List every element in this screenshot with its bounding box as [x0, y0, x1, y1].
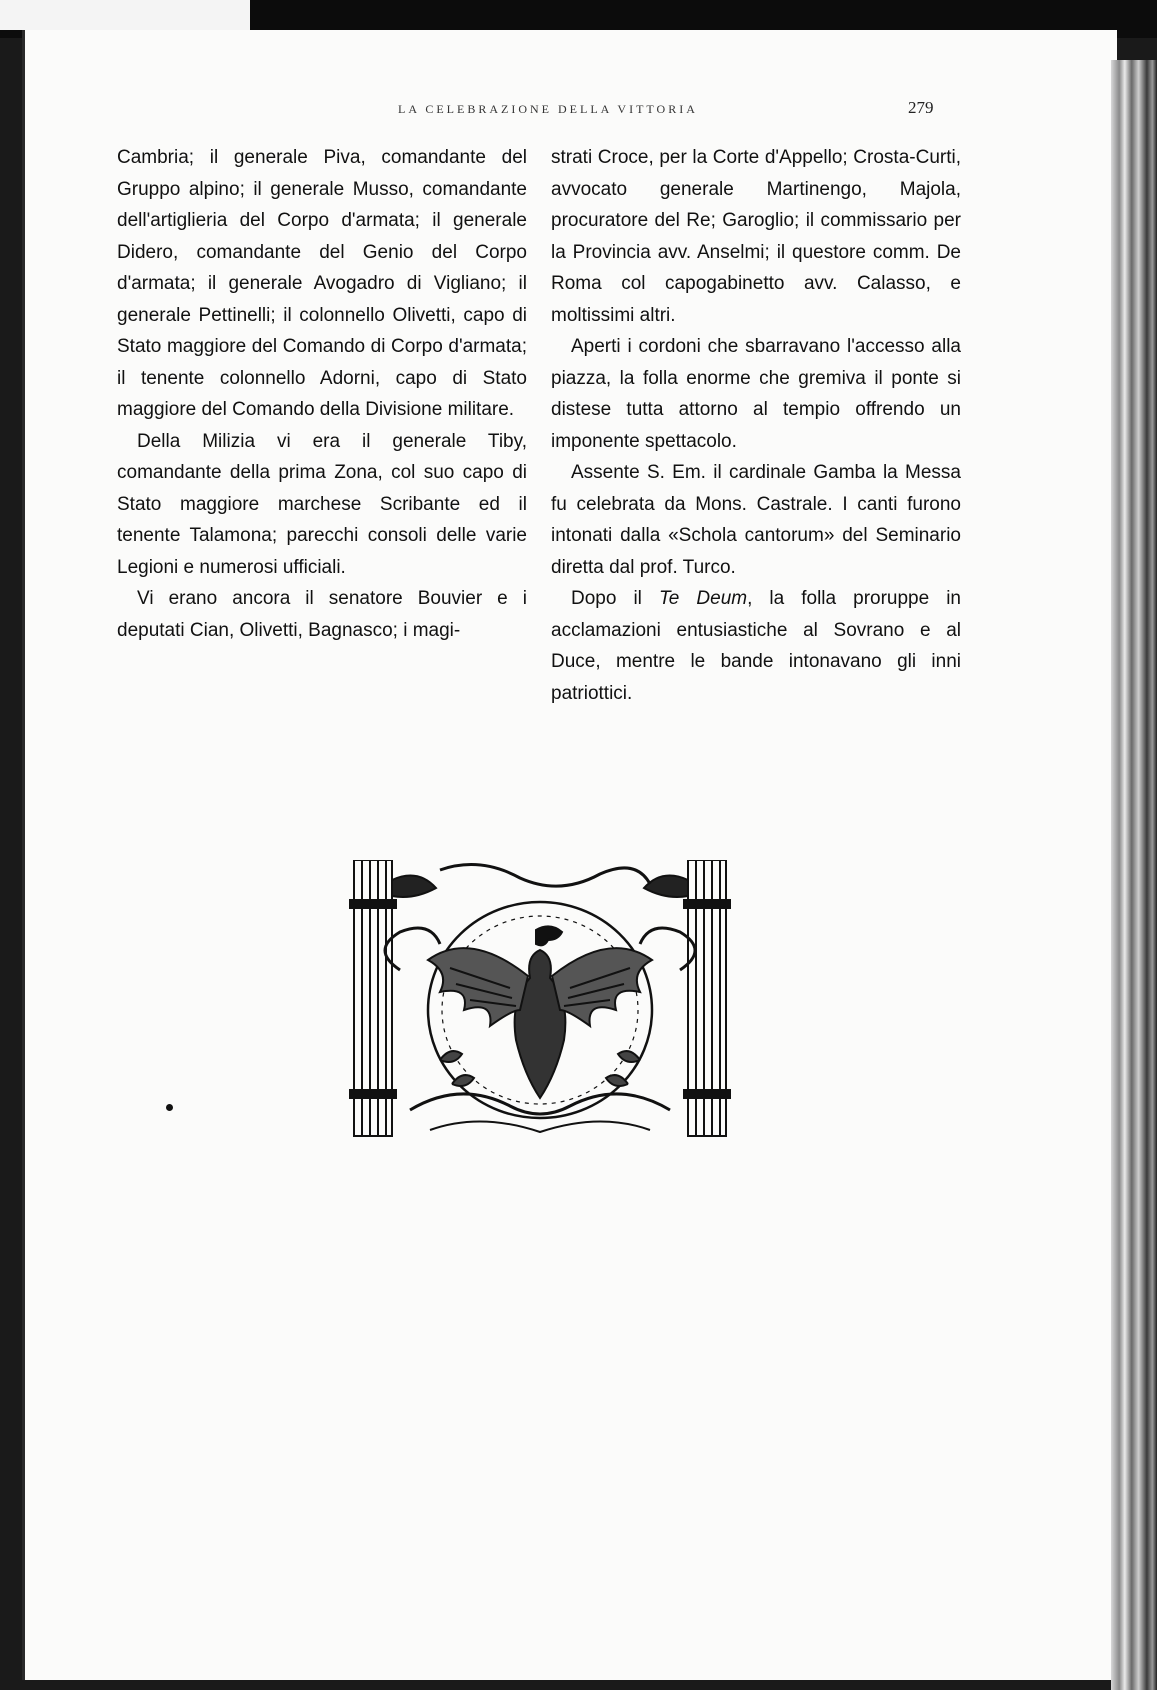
page-header	[380, 98, 1157, 124]
page-number: 279	[908, 98, 934, 117]
text-run: Dopo il	[571, 588, 659, 609]
text-run: , la folla proruppe in acclamazioni entusiastiche al Sovrano e al Duce, mentre le bande intonavano gli inni patriottici.	[551, 588, 962, 704]
ink-dot	[166, 1104, 173, 1111]
running-title: LA CELEBRAZIONE DELLA VITTORIA	[398, 102, 698, 116]
right-paragraph-1: strati Croce, per la Corte d'Appello; Crosta-Curti, avvocato generale Martinengo, Majola, procuratore del Re; Garoglio; il commissario per la Provincia avv. Anselmi; il questore comm. De Roma col capogabinetto avv. Calasso, e moltissimi altri.	[551, 147, 961, 326]
book-page-edge	[1111, 60, 1157, 1690]
right-paragraph-4	[551, 583, 961, 709]
left-paragraph-3: Vi erano ancora il senatore Bouvier e i deputati Cian, Olivetti, Bagnasco; i magi-	[117, 588, 527, 641]
scan-margin	[0, 0, 250, 30]
italic-title: Te Deum	[658, 588, 748, 609]
eagle-fasces-emblem-icon	[340, 860, 740, 1150]
left-paragraph-1: Cambria; il generale Piva, comandante del Gruppo alpino; il generale Musso, comandante dell'artiglieria del Corpo d'armata; il generale Didero, comandante del Genio del Corpo d'armata; il generale Avogadro di Vigliano; il generale Pettinelli; il colonnello Olivetti, capo di Stato maggiore del Comando di Corpo d'armata; il tenente colonnello Adorni, capo di Stato maggiore del Comando della Divisione militare.	[117, 147, 527, 420]
left-column	[117, 142, 527, 646]
left-paragraph-2: Della Milizia vi era il generale Tiby, comandante della prima Zona, col suo capo di Stato maggiore marchese Scribante ed il tenente Talamona; parecchi consoli delle varie Legioni e numerosi ufficiali.	[117, 430, 527, 578]
right-paragraph-3: Assente S. Em. il cardinale Gamba la Messa fu celebrata da Mons. Castrale. I canti furono intonati dalla «Schola cantorum» del Seminario diretta dal prof. Turco.	[551, 462, 961, 578]
right-column	[551, 142, 961, 709]
right-paragraph-2: Aperti i cordoni che sbarravano l'accesso alla piazza, la folla enorme che gremiva il ponte si distese tutta attorno al tempio offrendo un imponente spettacolo.	[551, 336, 961, 452]
